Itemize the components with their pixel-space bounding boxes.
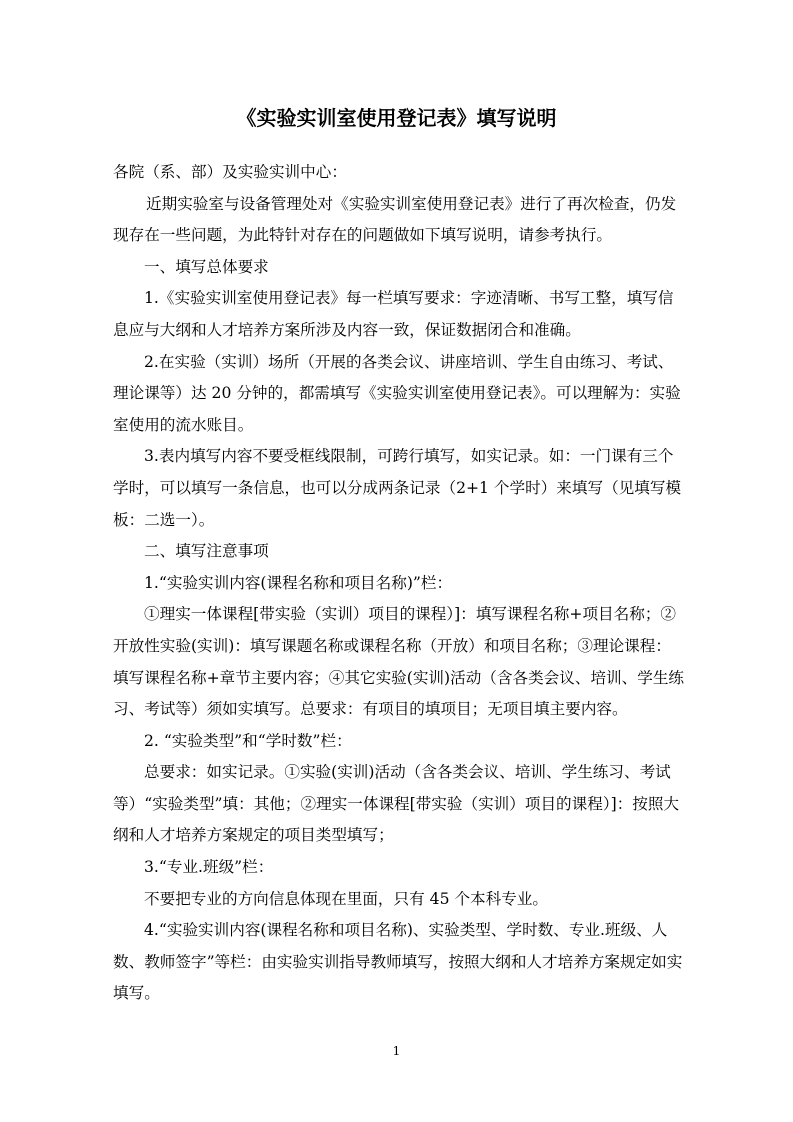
section-1-item-2: 2.在实验（实训）场所（开展的各类会议、讲座培训、学生自由练习、考试、理论课等）达 20 分钟的，都需填写《实验实训室使用登记表》。可以理解为：实验室使用的流水账目。 <box>113 352 681 434</box>
section-1-item-3: 3.表内填写内容不要受框线限制，可跨行填写，如实记录。如：一门课有三个学时，可以填写一条信息，也可以分成两条记录（2+1 个学时）来填写（见填写模板：二选一）。 <box>113 447 682 529</box>
page-number: 1 <box>392 1044 401 1058</box>
section-1-heading: 一、填写总体要求 <box>144 257 269 276</box>
section-2-heading: 二、填写注意事项 <box>144 542 269 561</box>
item-4-paragraph: 4.“实验实训内容(课程名称和项目名称)、实验类型、学时数、专业.班级、人数、教师签字”等栏：由实验实训指导教师填写，按照大纲和人才培养方案规定如实填写。 <box>113 921 683 1003</box>
item-1-heading: 1.“实验实训内容(课程名称和项目名称)”栏： <box>144 573 453 592</box>
document-body <box>113 157 685 1010</box>
document-title: 《实验实训室使用登记表》填写说明 <box>236 106 557 130</box>
salutation: 各院（系、部）及实验实训中心： <box>113 163 347 181</box>
item-1-body: ①理实一体课程[带实验（实训）项目的课程）]：填写课程名称+项目名称；②开放性实验(实训)：填写课题名称或课程名称（开放）和项目名称；③理论课程：填写课程名称+章节主要内容；④其它实验(实训)活动（含各类会议、培训、学生练习、考试等）须如实填写。总要求：有项目的填项目；无项目填主要内容。 <box>113 605 685 719</box>
item-3-body: 不要把专业的方向信息体现在里面，只有 45 个本科专业。 <box>144 889 549 908</box>
intro-paragraph: 近期实验室与设备管理处对《实验实训室使用登记表》进行了再次检查，仍发现存在一些问题，为此特针对存在的问题做如下填写说明，请参考执行。 <box>113 194 677 245</box>
section-1-item-1: 1.《实验实训室使用登记表》每一栏填写要求：字迹清晰、书写工整，填写信息应与大纲和人才培养方案所涉及内容一致，保证数据闭合和准确。 <box>113 289 674 339</box>
item-2-heading: 2. “实验类型”和“学时数”栏： <box>144 731 352 750</box>
item-2-body: 总要求：如实记录。①实验(实训)活动（含各类会议、培训、学生练习、考试等）“实验类型”填：其他；②理实一体课程[带实验（实训）项目的课程）]：按照大纲和人才培养方案规定的项目类型填写； <box>113 763 680 845</box>
item-3-heading: 3.“专业.班级”栏： <box>144 858 274 877</box>
